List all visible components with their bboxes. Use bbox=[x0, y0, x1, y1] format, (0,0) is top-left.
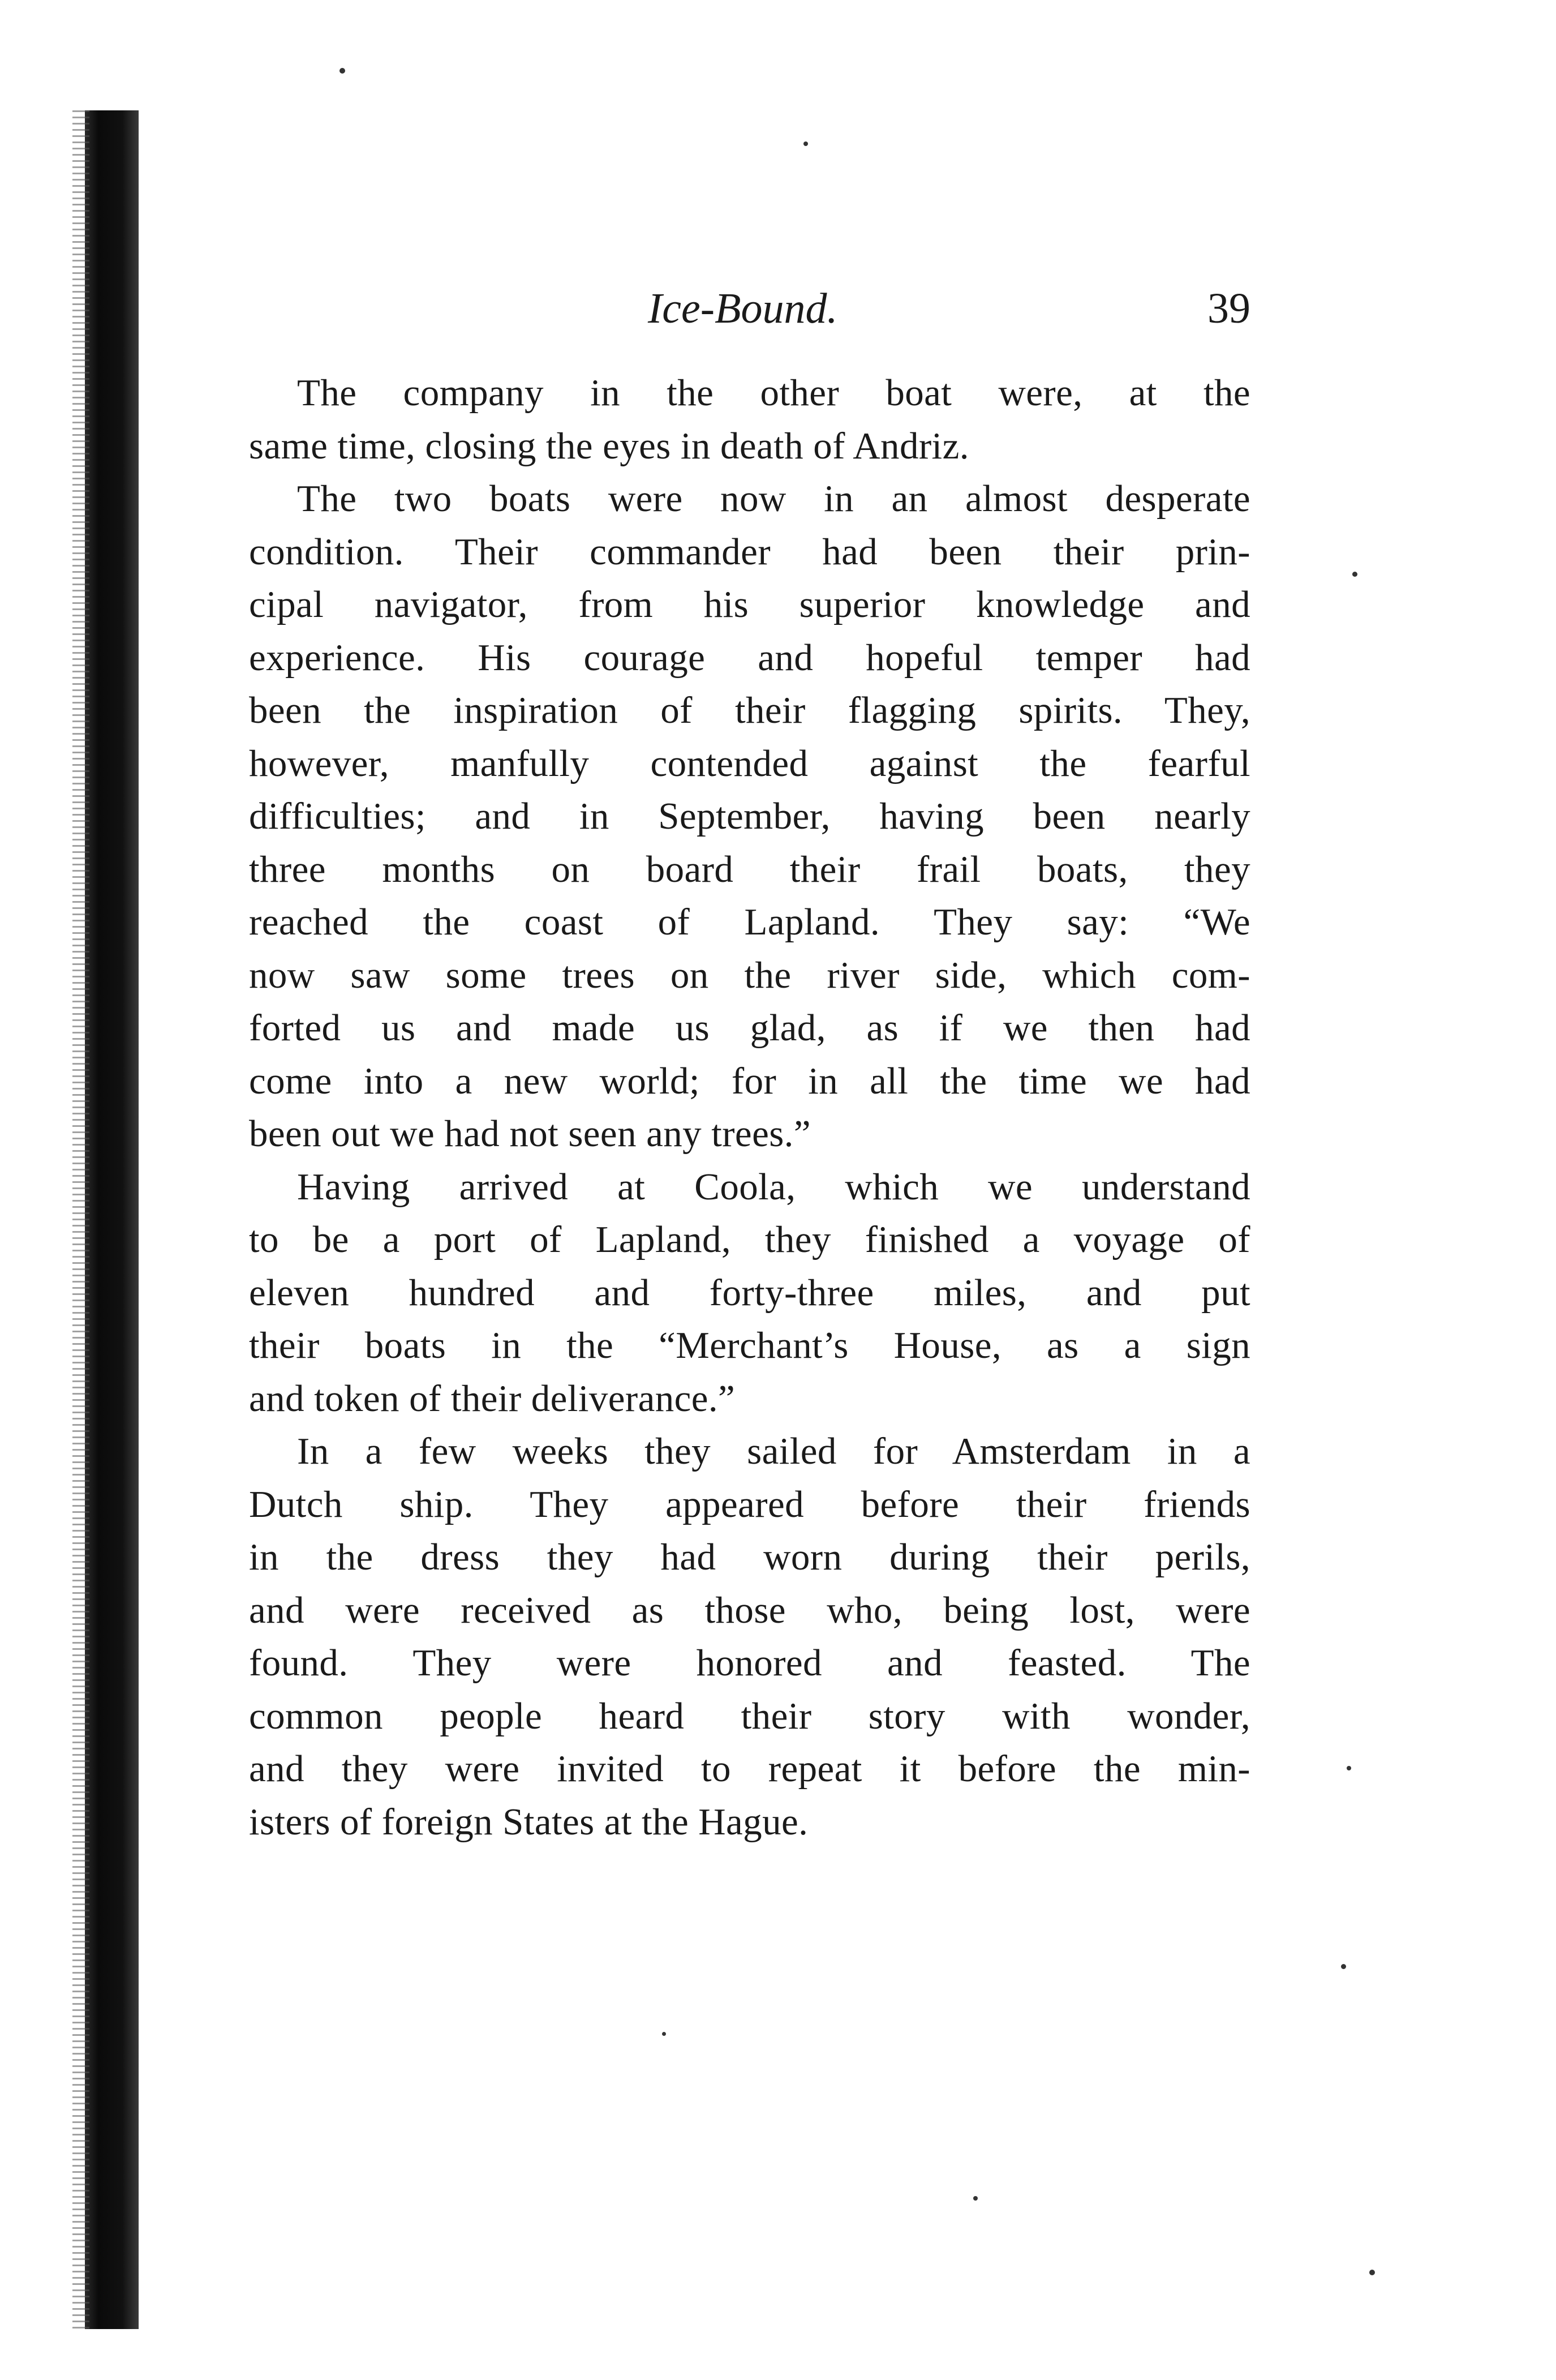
text-line: come into a new world; for in all the time we had bbox=[249, 1060, 1250, 1102]
text-line: experience. His courage and hopeful temper had bbox=[249, 636, 1250, 679]
text-line: cipal navigator, from his superior knowledge and bbox=[249, 584, 1250, 625]
running-title: Ice-Bound. bbox=[648, 285, 838, 332]
text-line: forted us and made us glad, as if we then had bbox=[249, 1007, 1250, 1049]
text-line: in the dress they had worn during their perils, bbox=[249, 1536, 1250, 1578]
text-line: eleven hundred and forty-three miles, and put bbox=[249, 1271, 1250, 1314]
text-line: difficulties; and in September, having been nearly bbox=[249, 795, 1250, 837]
text-line: been out we had not seen any trees.” bbox=[249, 1113, 811, 1155]
text-line: three months on board their frail boats, they bbox=[249, 848, 1250, 890]
scan-speck bbox=[1352, 572, 1357, 577]
text-line: and were received as those who, being lost, were bbox=[249, 1589, 1250, 1631]
text-line: isters of foreign States at the Hague. bbox=[249, 1800, 809, 1843]
text-line: The two boats were now in an almost desperate bbox=[297, 478, 1250, 520]
page-number: 39 bbox=[1207, 285, 1250, 332]
text-line: condition. Their commander had been their prin- bbox=[249, 530, 1250, 573]
text-line: found. They were honored and feasted. The bbox=[249, 1642, 1250, 1684]
binding-edge-texture bbox=[72, 110, 89, 2329]
scan-speck bbox=[1341, 1964, 1346, 1969]
text-line: now saw some trees on the river side, which com- bbox=[249, 954, 1250, 996]
scan-speck bbox=[339, 68, 345, 74]
text-line: and they were invited to repeat it before the min- bbox=[249, 1748, 1250, 1790]
text-line: however, manfully contended against the fearful bbox=[249, 742, 1250, 784]
text-line: to be a port of Lapland, they finished a voyage of bbox=[249, 1219, 1250, 1260]
scan-speck bbox=[1369, 2270, 1375, 2275]
text-line: their boats in the “Merchant’s House, as a sign bbox=[249, 1324, 1250, 1366]
scan-speck bbox=[1347, 1766, 1351, 1770]
text-line: common people heard their story with wonder, bbox=[249, 1695, 1250, 1737]
text-line: Having arrived at Coola, which we understand bbox=[297, 1165, 1250, 1208]
scan-speck bbox=[662, 2032, 666, 2036]
binding-shadow bbox=[85, 110, 139, 2329]
page-header bbox=[249, 277, 1250, 345]
text-line: and token of their deliverance.” bbox=[249, 1377, 736, 1420]
scan-speck bbox=[803, 141, 808, 146]
text-line: been the inspiration of their flagging spirits. They, bbox=[249, 689, 1250, 731]
body-text bbox=[249, 367, 1250, 1849]
text-line: reached the coast of Lapland. They say: “We bbox=[249, 901, 1250, 943]
text-line: Dutch ship. They appeared before their friends bbox=[249, 1483, 1250, 1525]
text-line: same time, closing the eyes in death of Andriz. bbox=[249, 424, 969, 467]
scan-speck bbox=[973, 2196, 978, 2201]
text-line: In a few weeks they sailed for Amsterdam in a bbox=[297, 1430, 1250, 1472]
text-line: The company in the other boat were, at the bbox=[297, 372, 1250, 414]
